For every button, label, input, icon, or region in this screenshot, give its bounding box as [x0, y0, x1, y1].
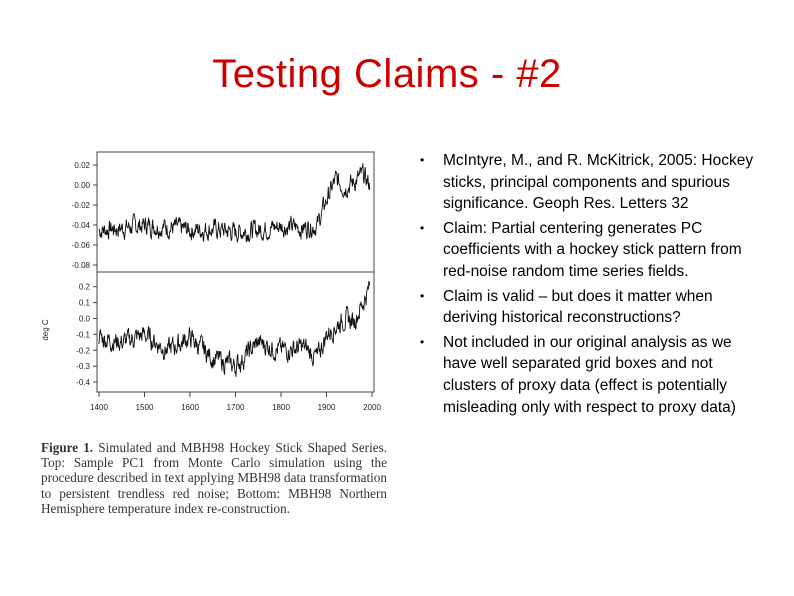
bullet-list	[420, 150, 765, 421]
bullet-item	[420, 218, 765, 283]
y-tick-label: -0.08	[71, 261, 90, 270]
bullet-item	[420, 150, 765, 215]
bullet-text: Not included in our original analysis as we have well separated grid boxes and not clusters of proxy data (effect is potentially misleading only with respect to proxy data)	[443, 333, 736, 416]
y-tick-label: 0.0	[78, 314, 90, 324]
y-tick-label: -0.06	[71, 241, 90, 250]
x-tick-label: 1400	[90, 403, 108, 412]
y-tick-label: 0.00	[74, 181, 90, 190]
x-tick-label: 1900	[317, 403, 336, 412]
bullet-dot-icon: •	[420, 153, 425, 167]
bullet-dot-icon: •	[420, 334, 425, 349]
x-tick-label: 1800	[272, 403, 290, 412]
y-axis-label: deg C	[41, 319, 50, 341]
bullet-item	[420, 286, 765, 329]
y-tick-label: -0.2	[76, 346, 90, 356]
series-line	[99, 163, 370, 242]
slide-title: Testing Claims - #2	[212, 52, 562, 96]
bullet-text: McIntyre, M., and R. McKitrick, 2005: Hockey sticks, principal components and spurious significance. Geoph Res. Letters 32	[443, 152, 754, 213]
y-tick-label: -0.04	[71, 221, 90, 230]
x-tick-label: 1700	[226, 403, 245, 412]
series-line	[99, 281, 370, 377]
caption-text: Simulated and MBH98 Hockey Stick Shaped Series. Top: Sample PC1 from Monte Carlo simulation using the procedure described in text applying MBH98 data transformation to persistent trendless red noise; Bottom: MBH98 Northern Hemisphere temperature index re-construction.	[41, 440, 388, 516]
y-tick-label: 0.2	[78, 282, 90, 292]
y-tick-label: 0.02	[74, 161, 90, 170]
figure-caption	[41, 440, 387, 516]
y-tick-label: -0.1	[76, 330, 90, 340]
x-tick-label: 2000	[363, 403, 381, 412]
x-tick-label: 1500	[135, 403, 154, 412]
y-tick-label: -0.02	[71, 201, 90, 210]
bullet-text: Claim: Partial centering generates PC coefficients with a hockey stick pattern from red-noise random time series fields.	[443, 219, 742, 280]
x-tick-label: 1600	[181, 403, 199, 412]
bullet-dot-icon: •	[420, 288, 425, 303]
bullet-item	[420, 332, 765, 418]
caption-label: Figure 1.	[41, 440, 94, 455]
y-tick-label: -0.4	[76, 378, 90, 388]
y-tick-label: -0.3	[76, 362, 90, 372]
y-tick-label: 0.1	[78, 298, 90, 308]
bullet-text: Claim is valid – but does it matter when deriving historical reconstructions?	[443, 287, 713, 327]
figure-1	[38, 150, 388, 550]
bullet-dot-icon: •	[420, 220, 425, 235]
hockey-stick-chart	[38, 150, 384, 425]
